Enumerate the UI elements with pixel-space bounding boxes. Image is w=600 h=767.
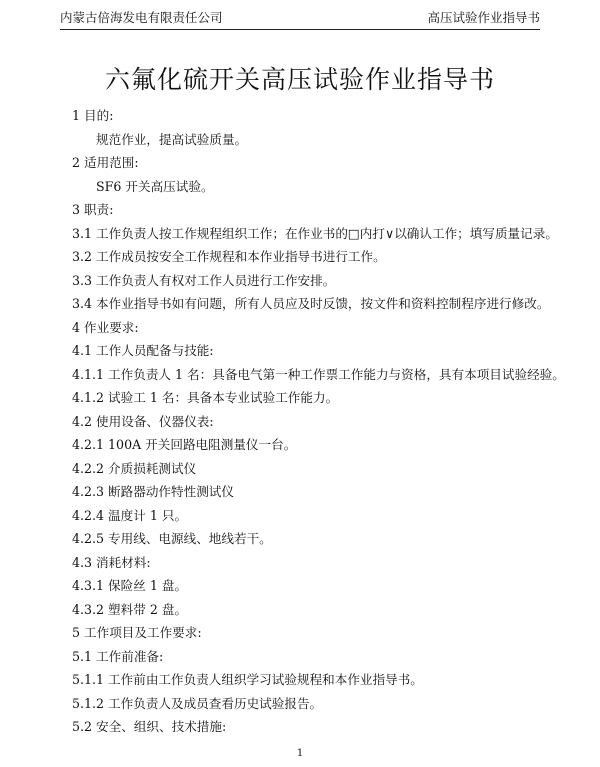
- text-line: 4.2.4 温度计 1 只。: [72, 507, 188, 523]
- text-line: 5 工作项目及工作要求:: [72, 625, 202, 640]
- text-line: 3.1 工作负责人按工作规程组织工作；在作业书的□内打∨以确认工作；填写质量记录。: [72, 225, 558, 241]
- text-line: 4.2.1 100A 开关回路电阻测量仪一台。: [72, 437, 297, 452]
- header-company: 内蒙古倍海发电有限责任公司: [60, 10, 223, 25]
- header-doc-type: 高压试验作业指导书: [427, 10, 540, 25]
- text-line: SF6 开关高压试验。: [96, 178, 214, 194]
- text-line: 3 职责:: [72, 202, 114, 217]
- text-line: 4.1.2 试验工 1 名：具备本专业试验工作能力。: [72, 390, 339, 405]
- text-line: 5.2 安全、组织、技术措施:: [72, 719, 227, 734]
- text-line: 4.2 使用设备、仪器仪表:: [72, 413, 214, 429]
- page-number: 1: [296, 748, 304, 759]
- text-line: 4.1.1 工作负责人 1 名：具备电气第一种工作票工作能力与资格，具有本项目试验经验。: [72, 366, 565, 382]
- page-header: [60, 8, 540, 30]
- text-line: 4.1 工作人员配备与技能:: [72, 343, 214, 358]
- text-line: 5.1.2 工作负责人及成员查看历史试验报告。: [72, 695, 323, 711]
- text-line: 1 目的:: [72, 108, 114, 123]
- text-line: 5.1.1 工作前由工作负责人组织学习试验规程和本作业指导书。: [72, 672, 423, 687]
- text-line: 4.3.2 塑料带 2 盘。: [72, 601, 188, 617]
- text-line: 规范作业，提高试验质量。: [96, 131, 248, 147]
- text-line: 4.2.3 断路器动作特性测试仪: [72, 484, 234, 499]
- text-line: 4.3 消耗材料:: [72, 554, 151, 570]
- text-line: 2 适用范围:: [72, 155, 139, 170]
- text-line: 3.2 工作成员按安全工作规程和本作业指导书进行工作。: [72, 249, 386, 264]
- text-line: 4.2.2 介质损耗测试仪: [72, 460, 197, 476]
- text-line: 4.2.5 专用线、电源线、地线若干。: [72, 531, 272, 546]
- text-line: 3.4 本作业指导书如有问题，所有人员应及时反馈，按文件和资料控制程序进行修改。: [72, 296, 550, 311]
- text-line: 3.3 工作负责人有权对工作人员进行工作安排。: [72, 272, 336, 288]
- text-line: 4 作业要求:: [72, 319, 139, 335]
- document-title: 六氟化硫开关高压试验作业指导书: [104, 65, 495, 94]
- text-line: 4.3.1 保险丝 1 盘。: [72, 578, 188, 593]
- document-body: [72, 104, 565, 739]
- text-line: 5.1 工作前准备:: [72, 648, 164, 664]
